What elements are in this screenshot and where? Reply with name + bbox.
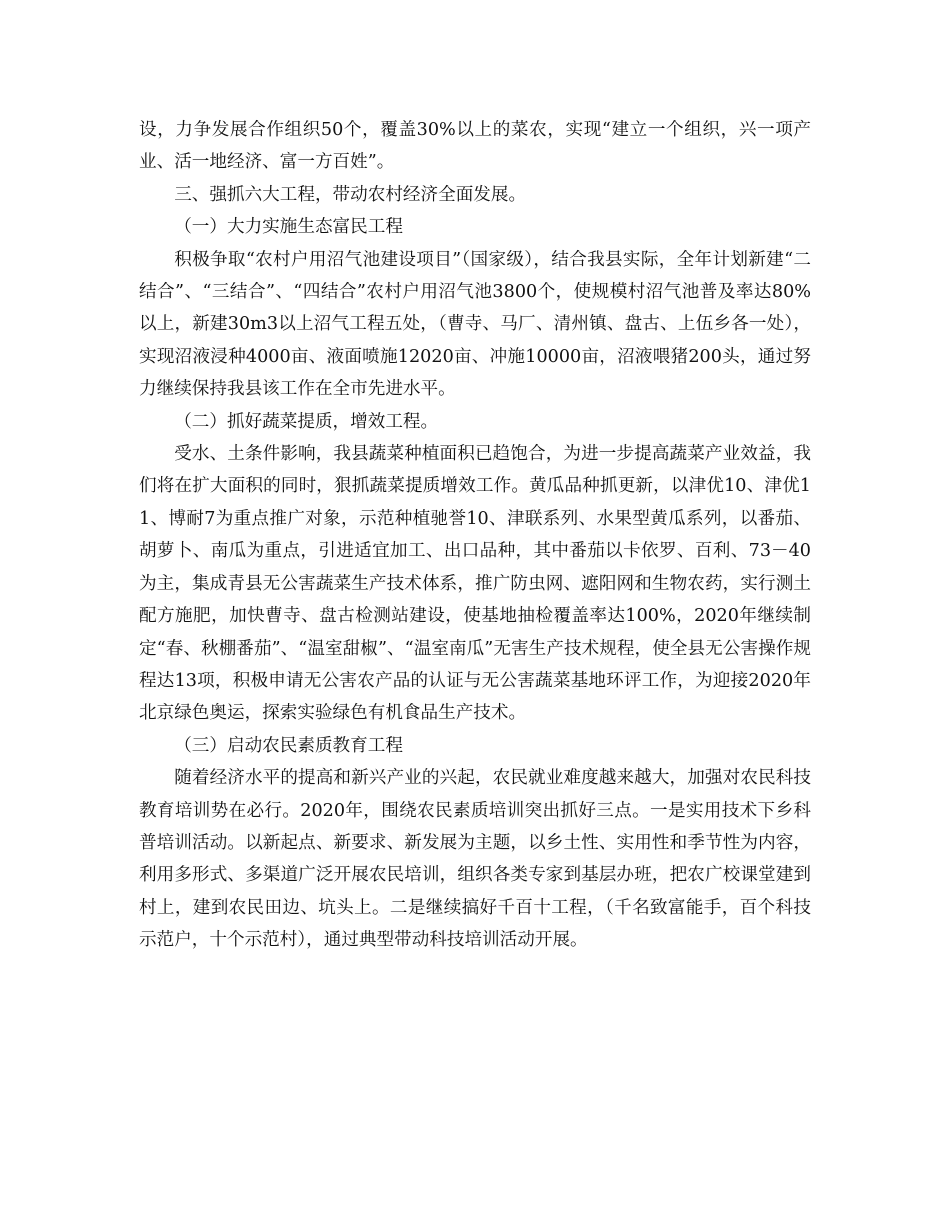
subsection-heading-education: （三）启动农民素质教育工程 [174,735,403,756]
document-body [139,114,811,957]
subsection-heading-ecology: （一）大力实施生态富民工程 [174,217,403,238]
paragraph-education: 随着经济水平的提高和新兴产业的兴起，农民就业难度越来越大，加强对农民科技教育培训势在必行。2020年，围绕农民素质培训突出抓好三点。一是实用技术下乡科普培训活动。以新起点、新要求、新发展为主题，以乡土性、实用性和季节性为内容，利用多形式、多渠道广泛开展农民培训，组织各类专家到基层办班，把农广校课堂建到村上，建到农民田边、坑头上。二是继续搞好千百十工程，（千名致富能手，百个科技示范户，十个示范村），通过典型带动科技培训活动开展。 [139,768,811,951]
paragraph-biogas: 积极争取“农村户用沼气池建设项目”（国家级），结合我县实际，全年计划新建“二结合”、“三结合”、“四结合”农村户用沼气池3800个，使规模村沼气池普及率达80%以上，新建30m3以上沼气工程五处，（曹寺、马厂、清州镇、盘古、上伍乡各一处），实现沼液浸种4000亩、液面喷施12020亩、冲施10000亩，沼液喂猪200头，通过努力继续保持我县该工作在全市先进水平。 [139,249,811,400]
paragraph-vegetables: 受水、土条件影响，我县蔬菜种植面积已趋饱合，为进一步提高蔬菜产业效益，我们将在扩大面积的同时，狠抓蔬菜提质增效工作。黄瓜品种抓更新，以津优10、津优11、博耐7为重点推广对象，示范种植驰誉10、津联系列、水果型黄瓜系列，以番茄、胡萝卜、南瓜为重点，引进适宜加工、出口品种，其中番茄以卡依罗、百利、73－40为主，集成青县无公害蔬菜生产技术体系，推广防虫网、遮阳网和生物农药，实行测土配方施肥，加快曹寺、盘古检测站建设，使基地抽检覆盖率达100%，2020年继续制定“春、秋棚番茄”、“温室甜椒”、“温室南瓜”无害生产技术规程，使全县无公害操作规程达13项，积极申请无公害农产品的认证与无公害蔬菜基地环评工作，为迎接2020年北京绿色奥运，探索实验绿色有机食品生产技术。 [139,444,811,724]
paragraph-continuation: 设，力争发展合作组织50个，覆盖30%以上的菜农，实现“建立一个组织，兴一项产业、活一地经济、富一方百姓”。 [139,120,811,173]
subsection-heading-vegetables: （二）抓好蔬菜提质，增效工程。 [174,411,439,432]
section-heading-three: 三、强抓六大工程，带动农村经济全面发展。 [174,184,527,205]
